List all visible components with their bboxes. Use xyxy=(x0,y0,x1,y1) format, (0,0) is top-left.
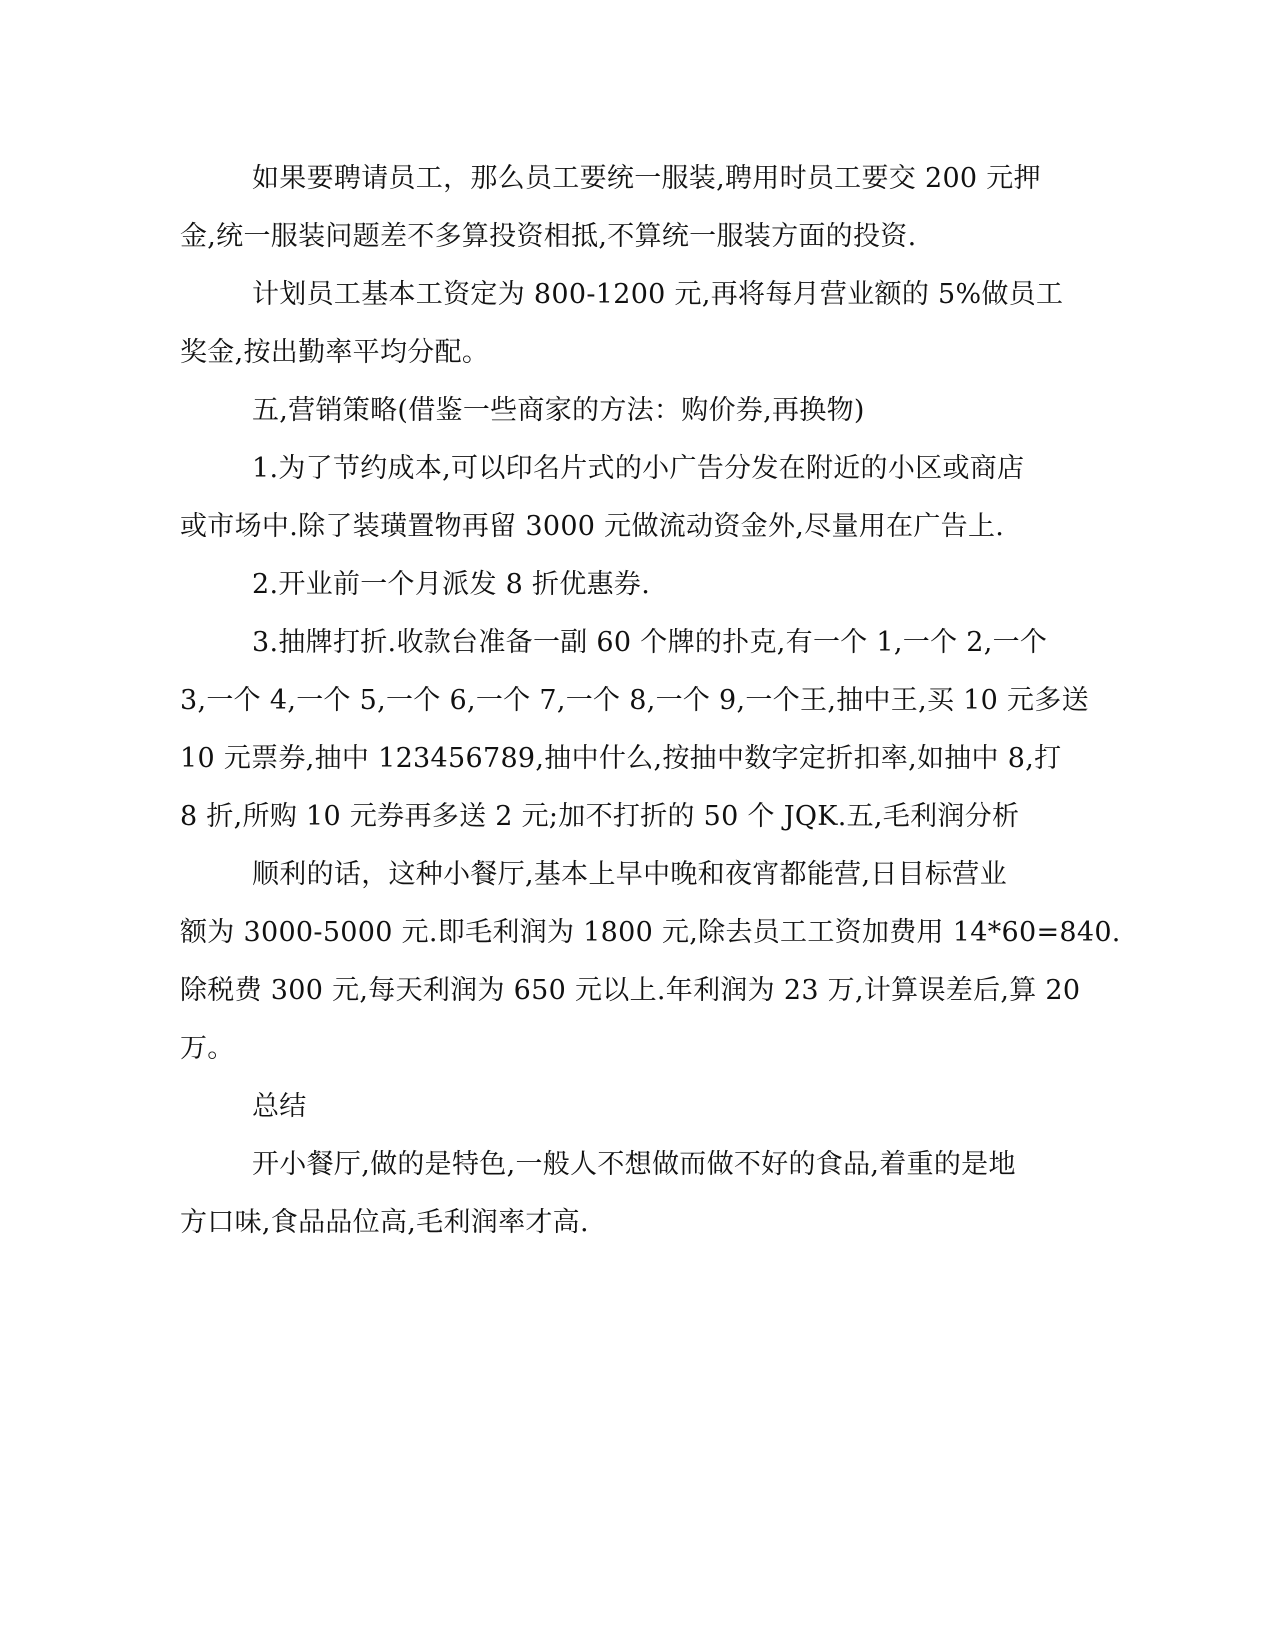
paragraph-profit-line-2: 额为 3000-5000 元.即毛利润为 1800 元,除去员工工资加费用 14*60=840. xyxy=(180,917,1121,948)
paragraph-uniform-line-1: 如果要聘请员工，那么员工要统一服装,聘用时员工要交 200 元押 xyxy=(252,163,1041,194)
document-body xyxy=(180,150,1121,1252)
paragraph-uniform-line-2: 金,统一服装问题差不多算投资相抵,不算统一服装方面的投资. xyxy=(180,221,917,252)
paragraph-ads-line-1: 1.为了节约成本,可以印名片式的小广告分发在附近的小区或商店 xyxy=(252,453,1025,484)
paragraph-coupons: 2.开业前一个月派发 8 折优惠券. xyxy=(252,569,651,600)
paragraph-cards-line-4: 8 折,所购 10 元券再多送 2 元;加不打折的 50 个 JQK.五,毛利润分析 xyxy=(180,801,1020,832)
paragraph-ads-line-2: 或市场中.除了装璜置物再留 3000 元做流动资金外,尽量用在广告上. xyxy=(180,511,1005,542)
paragraph-profit-line-3: 除税费 300 元,每天利润为 650 元以上.年利润为 23 万,计算误差后,算 20 xyxy=(180,975,1081,1006)
paragraph-profit-line-1: 顺利的话，这种小餐厅,基本上早中晚和夜宵都能营,日目标营业 xyxy=(252,859,1007,890)
paragraph-cards-line-1: 3.抽牌打折.收款台准备一副 60 个牌的扑克,有一个 1,一个 2,一个 xyxy=(252,627,1048,658)
paragraph-salary-line-2: 奖金,按出勤率平均分配。 xyxy=(180,337,490,368)
paragraph-cards-line-2: 3,一个 4,一个 5,一个 6,一个 7,一个 8,一个 9,一个王,抽中王,买 10 元多送 xyxy=(180,685,1089,716)
paragraph-salary-line-1: 计划员工基本工资定为 800-1200 元,再将每月营业额的 5%做员工 xyxy=(252,279,1064,310)
paragraph-cards-line-3: 10 元票券,抽中 123456789,抽中什么,按抽中数字定折扣率,如抽中 8,打 xyxy=(180,743,1062,774)
paragraph-profit-line-4: 万。 xyxy=(180,1033,235,1064)
paragraph-summary-line-1: 开小餐厅,做的是特色,一般人不想做而做不好的食品,着重的是地 xyxy=(252,1149,1016,1180)
section-heading-marketing: 五,营销策略(借鉴一些商家的方法：购价券,再换物) xyxy=(252,395,865,426)
paragraph-summary-line-2: 方口味,食品品位高,毛利润率才高. xyxy=(180,1207,589,1238)
section-heading-summary: 总结 xyxy=(252,1091,307,1122)
